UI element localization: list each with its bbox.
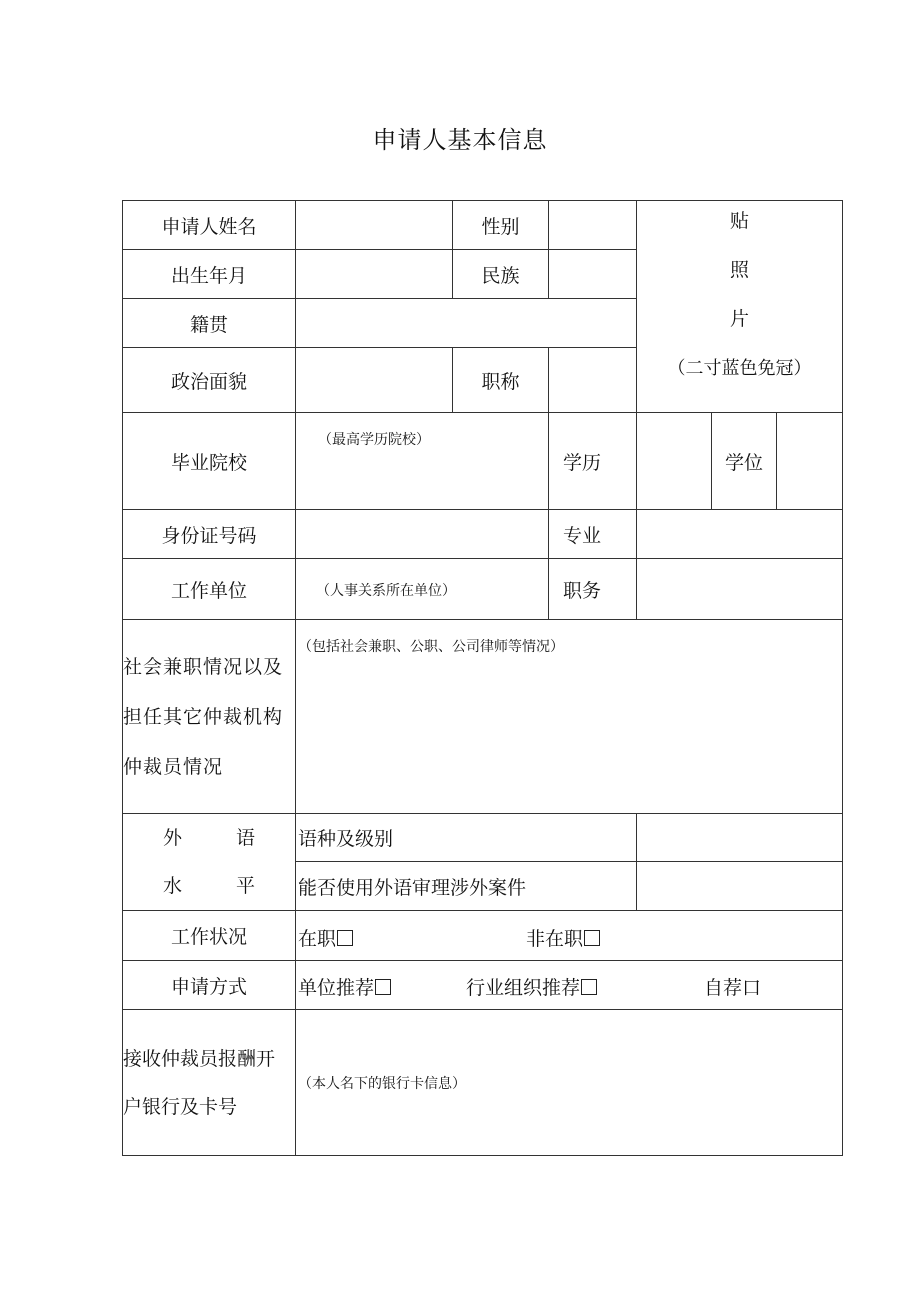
label-school: 毕业院校 [123,413,296,510]
label-political: 政治面貌 [123,348,296,413]
language-level-field[interactable] [637,814,843,862]
photo-text-1: 贴 [730,210,750,232]
label-apply-method: 申请方式 [123,961,296,1010]
label-foreign-level [123,814,296,911]
option-employed[interactable] [298,924,353,951]
foreign-a1: 外 [163,827,183,849]
major-field[interactable] [637,510,843,559]
title-rank-field[interactable] [549,348,637,413]
employer-hint: （人事关系所在单位） [316,583,456,599]
checkbox-not-employed[interactable] [584,930,600,946]
label-part-time [123,620,296,814]
label-degree: 学位 [712,413,777,510]
photo-text-3: 片 [730,308,750,330]
label-native-place: 籍贯 [123,299,296,348]
work-status-options [296,911,843,961]
label-name: 申请人姓名 [123,201,296,250]
school-hint: （最高学历院校） [318,432,430,448]
foreign-b2: 平 [235,875,255,897]
option-unit-recommend-label: 单位推荐 [298,977,375,999]
label-gender: 性别 [453,201,549,250]
applicant-info-table [122,200,843,1156]
birth-field[interactable] [296,250,453,299]
school-field[interactable] [296,413,549,510]
photo-box[interactable] [637,201,843,413]
label-major: 专业 [549,510,637,559]
apply-method-options [296,961,843,1010]
foreign-b1: 水 [163,875,183,897]
label-language-level [296,814,637,862]
photo-text-2: 照 [730,259,750,281]
ethnicity-field[interactable] [549,250,637,299]
label-foreign-cases [296,862,637,911]
name-field[interactable] [296,201,453,250]
label-work-status: 工作状况 [123,911,296,961]
option-not-employed-label: 非在职 [526,927,584,950]
position-field[interactable] [637,559,843,620]
option-industry-recommend[interactable] [466,973,597,1000]
part-time-field[interactable] [296,620,843,814]
id-number-field[interactable] [296,510,549,559]
education-field[interactable] [637,413,712,510]
employer-field[interactable] [296,559,549,620]
checkbox-employed[interactable] [337,930,353,946]
language-level-text: 语种及级别 [298,828,394,850]
checkbox-unit-recommend[interactable] [375,979,391,995]
option-not-employed[interactable] [526,924,600,951]
political-field[interactable] [296,348,453,413]
part-time-hint: （包括社会兼职、公职、公司律师等情况） [298,639,564,655]
foreign-cases-text: 能否使用外语审理涉外案件 [298,876,527,899]
foreign-a2: 语 [235,827,255,849]
label-ethnicity: 民族 [453,250,549,299]
part-time-line-1: 社会兼职情况以及 [123,655,284,678]
bank-line-2: 户银行及卡号 [123,1095,238,1118]
label-bank [123,1010,296,1156]
label-position: 职务 [549,559,637,620]
part-time-line-2: 担任其它仲裁机构 [123,705,284,728]
label-birth: 出生年月 [123,250,296,299]
page-title: 申请人基本信息 [372,126,548,154]
bank-line-1: 接收仲裁员报酬开 [123,1047,276,1070]
native-place-field[interactable] [296,299,637,348]
option-employed-label: 在职 [298,927,337,950]
option-self-recommend[interactable]: 自荐口 [704,977,762,999]
option-industry-recommend-label: 行业组织推荐 [466,977,581,999]
label-education: 学历 [549,413,637,510]
photo-note: （二寸蓝色免冠） [667,358,812,379]
bank-hint: （本人名下的银行卡信息） [298,1075,466,1092]
foreign-cases-field[interactable] [637,862,843,911]
part-time-line-3: 仲裁员情况 [123,755,224,778]
label-title-rank: 职称 [453,348,549,413]
label-id-number: 身份证号码 [123,510,296,559]
option-unit-recommend[interactable] [298,973,391,1000]
gender-field[interactable] [549,201,637,250]
bank-field[interactable] [296,1010,843,1156]
degree-field[interactable] [777,413,843,510]
checkbox-industry-recommend[interactable] [581,979,597,995]
label-employer: 工作单位 [123,559,296,620]
